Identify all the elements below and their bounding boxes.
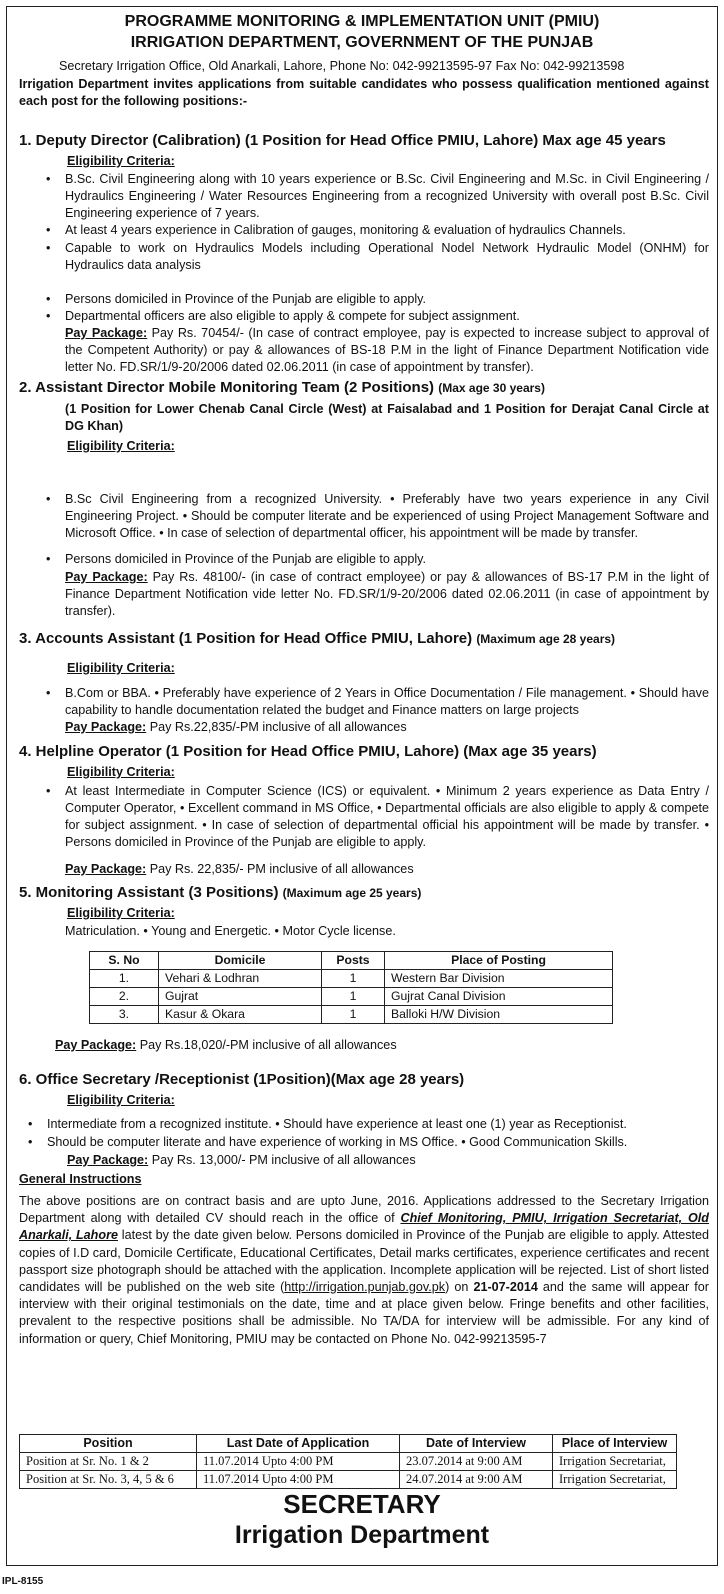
table-row [90,970,613,988]
instructions-part: and the same will appear for interview with their original testimonials on the date, time and at place given below. Fringe benefits and other facilities, prevalent to the respective positions shall be admissible. No TA/DA for interview will be admissible. For any kind of information or query, Chief Monitoring, PMIU may be contacted on Phone No. 042-99213595-7 [19,1280,709,1346]
shortlist-date: 21-07-2014 [473,1280,538,1295]
position-2-pay [65,569,709,620]
pay-text: Pay Rs. 13,000/- PM inclusive of all allowances [151,1153,416,1167]
table-cell: 11.07.2014 Upto 4:00 PM [197,1453,400,1471]
website-link[interactable]: http://irrigation.punjab.gov.pk [284,1280,446,1295]
position-1-criterion: • At least 4 years experience in Calibration of gauges, monitoring & evaluation of hydraulics Channels. [65,222,709,239]
position-1-criterion: • B.Sc. Civil Engineering along with 10 years experience or B.Sc. Civil Engineering and M.Sc. in Civil Engineering / Hydraulics Engineering / Water Resources Engineering from a recognized University with overall post B.Sc. Civil Engineering experience of 7 years. [65,171,709,222]
posting-table [89,951,613,1024]
column-header: S. No [90,952,159,970]
table-cell: 1 [322,1006,385,1024]
table-row [90,988,613,1006]
position-2-title [19,379,545,396]
table-cell: Position at Sr. No. 3, 4, 5 & 6 [20,1471,197,1489]
general-instructions-text [19,1193,709,1348]
table-cell: Irrigation Secretariat, [553,1471,677,1489]
table-cell: Gujrat [159,988,322,1006]
position-1-criterion: • Departmental officers are also eligible to apply & compete for subject assignment. [65,308,709,325]
pay-text: Pay Rs. 70454/- (In case of contract employee, pay is expected to increase subject to approval of the Competent Authority) or pay & allowances of BS-18 P.M in the light of Finance Department Notification vide letter No. FD.SR/1/9-20/2006 dated 02.06.2011 (in case of appointment by transfer). [65,326,709,374]
position-6-criterion: • Intermediate from a recognized institute. • Should have experience at least one (1) year as Receptionist. [47,1116,709,1133]
column-header: Position [20,1435,197,1453]
table-cell: Position at Sr. No. 1 & 2 [20,1453,197,1471]
pay-label: Pay Package: [65,570,148,584]
table-header-row [90,952,613,970]
table-cell: 3. [90,1006,159,1024]
position-2-locations: (1 Position for Lower Chenab Canal Circle (West) at Faisalabad and 1 Position for Derajat Canal Circle at DG Khan) [65,402,709,433]
table-row [90,1006,613,1024]
pay-text: Pay Rs. 22,835/- PM inclusive of all allowances [149,862,414,876]
intro-text: Irrigation Department invites applications from suitable candidates who possess qualification mentioned against each post for the following positions:- [19,77,709,108]
general-instructions-heading: General Instructions [19,1172,142,1186]
position-3-eligibility-label: Eligibility Criteria: [67,661,175,675]
signature-title: SECRETARY [283,1489,441,1519]
instructions-part: The above positions are on contract basis and are upto June, 2016. Applications addressed to the Secretary Irrigation Department along with detailed CV should reach in the office of [19,1194,709,1226]
table-cell: 11.07.2014 Upto 4:00 PM [197,1471,400,1489]
pay-text: Pay Rs.22,835/-PM inclusive of all allowances [149,720,407,734]
position-3-pay [65,719,709,736]
position-2-criterion: • Persons domiciled in Province of the Punjab are eligible to apply. [65,551,709,568]
signature-department: Irrigation Department [234,1521,490,1549]
instructions-part: ) on [445,1280,474,1295]
position-3-title [19,630,615,647]
column-header: Place of Interview [553,1435,677,1453]
position-3-age: (Maximum age 28 years) [476,632,616,646]
position-5-age: (Maximum age 25 years) [282,886,422,900]
position-6-criterion: • Should be computer literate and have experience of working in MS Office. • Good Communication Skills. [47,1134,709,1151]
table-cell: 2. [90,988,159,1006]
header-title: PROGRAMME MONITORING & IMPLEMENTATION UNIT (PMIU) [124,13,600,30]
position-1-criterion: • Persons domiciled in Province of the Punjab are eligible to apply. [65,291,709,308]
header-subtitle: IRRIGATION DEPARTMENT, GOVERNMENT OF THE PUNJAB [130,34,594,51]
table-header-row [20,1435,677,1453]
publication-reference: IPL-8155 [2,1576,44,1587]
pay-label: Pay Package: [67,1153,149,1167]
header [7,11,717,53]
position-4-title: 4. Helpline Operator (1 Position for Head Office PMIU, Lahore) (Max age 35 years) [19,743,597,760]
interview-schedule-table [19,1434,677,1489]
position-5-criteria: Matriculation. • Young and Energetic. • Motor Cycle license. [65,924,396,938]
position-6-title: 6. Office Secretary /Receptionist (1Position)(Max age 28 years) [19,1071,465,1088]
position-1-title: 1. Deputy Director (Calibration) (1 Position for Head Office PMIU, Lahore) Max age 45 years [19,132,666,149]
table-cell: Balloki H/W Division [385,1006,613,1024]
table-row [20,1471,677,1489]
table-cell: Irrigation Secretariat, [553,1453,677,1471]
office-address: Secretary Irrigation Office, Old Anarkali, Lahore, Phone No: 042-99213595-97 Fax No: 042-99213598 [59,59,625,73]
pay-label: Pay Package: [65,720,147,734]
table-cell: Kasur & Okara [159,1006,322,1024]
position-2-age: (Max age 30 years) [438,381,545,395]
position-6-pay [67,1152,711,1169]
position-3-criterion: • B.Com or BBA. • Preferably have experience of 2 Years in Office Documentation / File management. • Should have capability to handle documentation related the budget and Finance matters on large projects [65,685,709,719]
table-cell: Western Bar Division [385,970,613,988]
position-4-eligibility-label: Eligibility Criteria: [67,765,175,779]
position-5-title-main: 5. Monitoring Assistant (3 Positions) [19,884,279,901]
column-header: Domicile [159,952,322,970]
column-header: Last Date of Application [197,1435,400,1453]
position-6-eligibility-label: Eligibility Criteria: [67,1093,175,1107]
position-1-eligibility-label: Eligibility Criteria: [67,154,175,168]
position-3-title-main: 3. Accounts Assistant (1 Position for Head Office PMIU, Lahore) [19,630,473,647]
position-1-pay [65,325,709,376]
position-2-title-main: 2. Assistant Director Mobile Monitoring Team (2 Positions) [19,379,435,396]
pay-label: Pay Package: [55,1038,137,1052]
table-cell: 1 [322,970,385,988]
pay-label: Pay Package: [65,326,148,340]
pay-text: Pay Rs. 48100/- (in case of contract employee) or pay & allowances of BS-17 P.M in the light of Finance Department Notification vide letter No. FD.SR/1/9-20/2006 dated 02.06.2011 (in case of appointment by transfer). [65,570,710,618]
position-2-criterion: • B.Sc Civil Engineering from a recognized University. • Preferably have two years experience in any Civil Engineering Project. • Should be computer literate and be experienced of using Project Management Software and Microsoft Office. • In case of selection of departmental officer, his appointment will be made by transfer. [65,491,709,542]
office-address-emphasis: Chief Monitoring, PMIU, Irrigation Secretariat, Old Anarkali, Lahore [19,1211,709,1243]
table-cell: Vehari & Lodhran [159,970,322,988]
position-4-criterion: • At least Intermediate in Computer Science (ICS) or equivalent. • Minimum 2 years experience as Data Entry / Computer Operator, • Excellent command in MS Office, • Departmental officials are also eligible to apply & compete for subject assignment. • In case of selection of departmental official his appointment will be made by transfer. • Persons domiciled in Province of the Punjab are eligible to apply. [65,783,709,851]
position-4-pay [65,861,709,878]
column-header: Date of Interview [400,1435,553,1453]
position-5-eligibility-label: Eligibility Criteria: [67,906,175,920]
position-5-title [19,884,421,901]
pay-text: Pay Rs.18,020/-PM inclusive of all allowances [139,1038,397,1052]
column-header: Posts [322,952,385,970]
table-cell: Gujrat Canal Division [385,988,613,1006]
column-header: Place of Posting [385,952,613,970]
table-cell: 1. [90,970,159,988]
position-1-criterion: • Capable to work on Hydraulics Models including Operational Nodel Network Hydraulic Model (ONHM) for Hydraulics data analysis [65,240,709,274]
pay-label: Pay Package: [65,862,147,876]
table-cell: 1 [322,988,385,1006]
advertisement-page [6,6,718,1566]
position-2-eligibility-label: Eligibility Criteria: [67,439,175,453]
position-5-pay [55,1037,699,1054]
instructions-part: latest by the date given below. Persons domiciled in Province of the Punjab are eligible to apply. Attested copies of I.D card, Domicile Certificate, Educational Certificates, Detail marks certificates, experience certificates and recent passport size photograph should be attached with the application. Incomplete application will be rejected. List of short listed candidates will be published on the web site ( [19,1228,710,1295]
table-row [20,1453,677,1471]
table-cell: 24.07.2014 at 9:00 AM [400,1471,553,1489]
table-cell: 23.07.2014 at 9:00 AM [400,1453,553,1471]
